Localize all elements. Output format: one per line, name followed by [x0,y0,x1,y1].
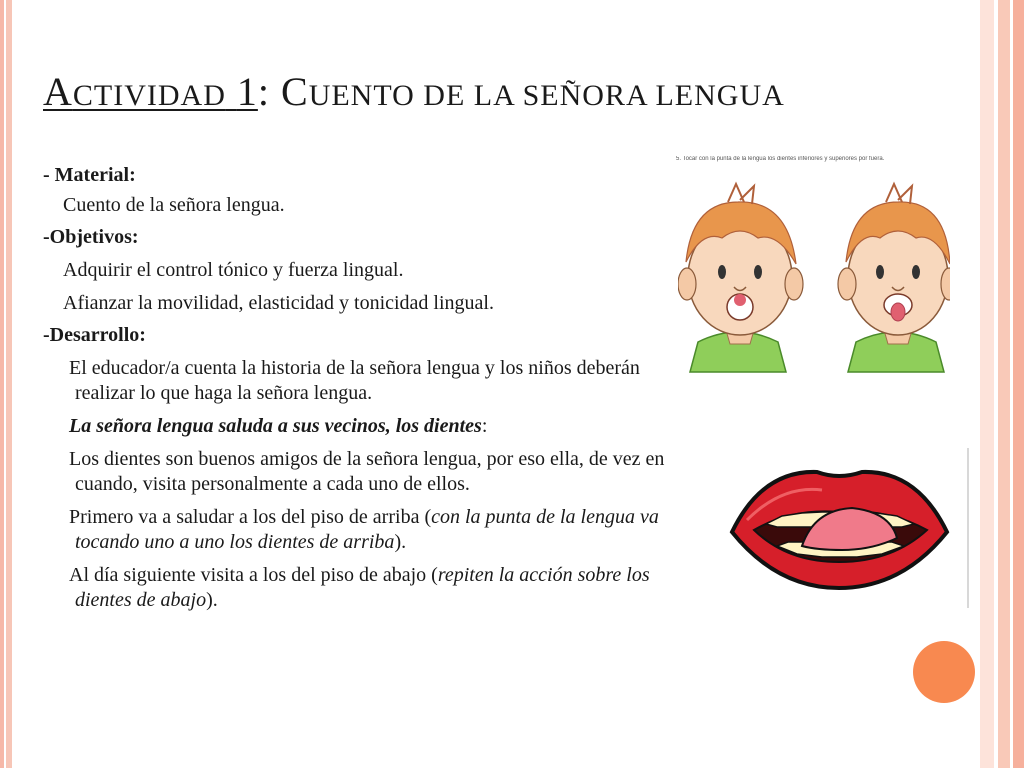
slide-title: ACTIVIDAD 1: CUENTO DE LA SEÑORA LENGUA [43,69,785,114]
objetivo-item: Afianzar la movilidad, elasticidad y tonicidad lingual. [63,292,494,314]
slide-body [43,163,703,613]
desarrollo-paragraph: El educador/a cuenta la historia de la señora lengua y los niños deberán realizar lo que haga la señora lengua. [69,357,640,404]
accent-circle [913,641,975,703]
mouth-illustration [722,450,957,600]
material-heading: - Material: [43,164,136,186]
child-face-right [838,184,950,372]
desarrollo-heading: -Desarrollo: [43,324,146,346]
right-frame-border [980,0,1024,768]
image-caption: 5. Tocar con la punta de la lengua los dientes inferiores y superiores por fuera. [676,156,885,162]
material-text: Cuento de la señora lengua. [63,194,285,216]
children-illustration [678,172,950,377]
objetivos-heading: -Objetivos: [43,226,139,248]
desarrollo-paragraph: Primero va a saludar a los del piso de arriba (con la punta de la lengua va tocando uno a uno los dientes de arriba). [69,506,659,553]
desarrollo-subheading: La señora lengua saluda a sus vecinos, los dientes: [69,415,488,437]
left-frame-border [0,0,12,768]
child-face-left [678,184,803,372]
desarrollo-paragraph: Al día siguiente visita a los del piso de abajo (repiten la acción sobre los dientes de abajo). [69,564,650,611]
desarrollo-paragraph: Los dientes son buenos amigos de la señora lengua, por eso ella, de vez en cuando, visita personalmente a cada uno de ellos. [69,448,665,495]
divider-line [967,448,969,608]
objetivo-item: Adquirir el control tónico y fuerza lingual. [63,259,404,281]
